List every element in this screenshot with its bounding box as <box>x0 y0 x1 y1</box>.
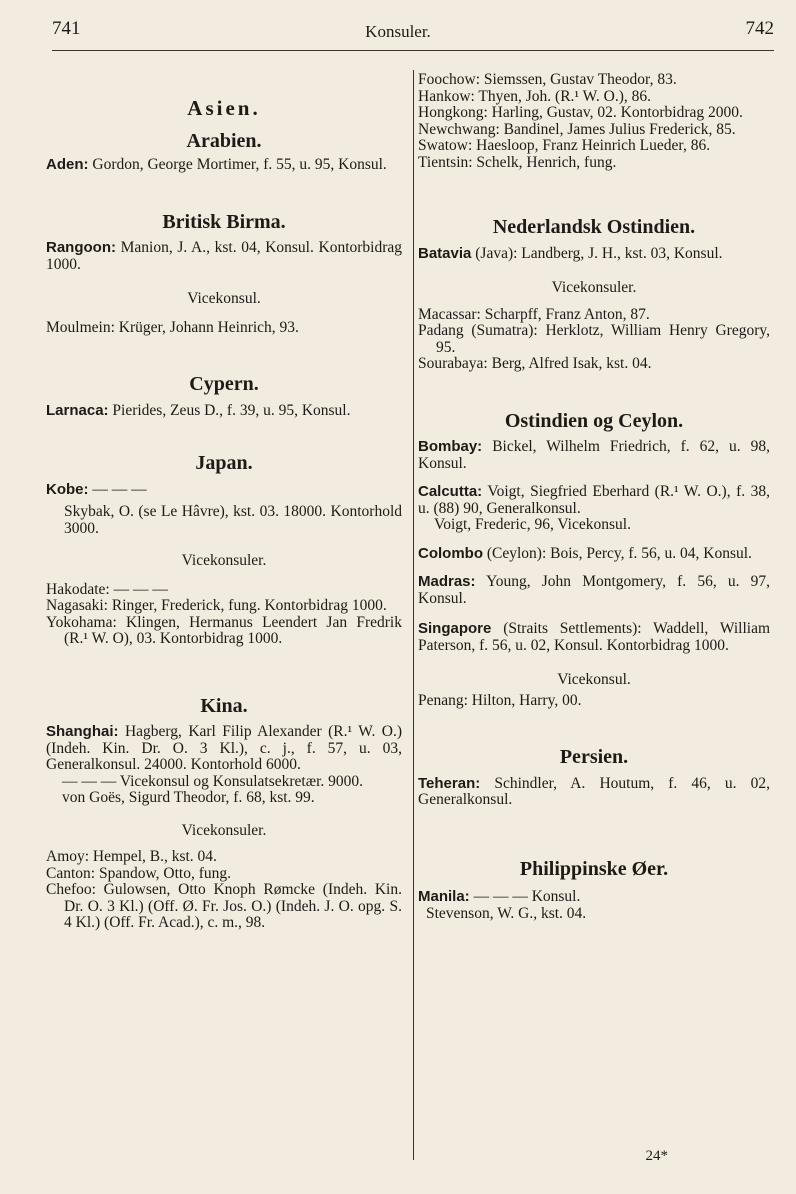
tientsin-entry: Tientsin: Schelk, Henrich, fung. <box>418 153 617 171</box>
colombo-entry: Colombo (Ceylon): Bois, Percy, f. 56, u. 04, Konsul. <box>418 544 752 562</box>
yokohama-entry: Yokohama: Klingen, Hermanus Leendert Jan Fredrik (R.¹ W. O), 03. Kontorbidrag 1000. <box>46 613 402 647</box>
hankow-entry: Hankow: Thyen, Joh. (R.¹ W. O.), 86. <box>418 87 651 105</box>
calcutta-city: Calcutta: <box>418 483 483 500</box>
nagasaki-entry: Nagasaki: Ringer, Frederick, fung. Kontorbidrag 1000. <box>46 597 387 614</box>
amoy-entry: Amoy: Hempel, B., kst. 04. <box>46 848 217 865</box>
larnaca-entry: Larnaca: Pierides, Zeus D., f. 39, u. 95, Konsul. <box>46 401 351 419</box>
shanghai-entry: Shanghai: Hagberg, Karl Filip Alexander (R.¹ W. O.) (Indeh. Kin. Dr. O. 3 Kl.), c. j., f. 57, u. 03, Generalkonsul. 24000. Kontorhold 6000. <box>46 723 402 773</box>
hongkong-entry: Hongkong: Harling, Gustav, 02. Kontorbidrag 2000. <box>418 104 743 121</box>
dutch-indies-heading: Nederlandsk Ostindien. <box>492 216 696 238</box>
swatow-entry: Swatow: Haesloop, Franz Heinrich Lueder, 86. <box>418 137 711 154</box>
moulmein-entry: Moulmein: Krüger, Johann Heinrich, 93. <box>46 318 299 336</box>
newchwang-entry: Newchwang: Bandinel, James Julius Frederick, 85. <box>418 120 736 138</box>
header-rule <box>52 50 774 51</box>
penang-entry: Penang: Hilton, Harry, 00. <box>418 691 582 709</box>
madras-entry: Madras: Young, John Montgomery, f. 56, u. 97, Konsul. <box>418 573 770 607</box>
padang-entry: Padang (Sumatra): Herklotz, William Henry Gregory, 95. <box>418 322 770 356</box>
singapore-entry: Singapore (Straits Settlements): Waddell, William Paterson, f. 56, u. 02, Konsul. Kontorbidrag 1000. <box>418 620 771 654</box>
aden-city: Aden: <box>46 156 89 173</box>
batavia-entry: Batavia (Java): Landberg, J. H., kst. 03, Konsul. <box>418 244 723 262</box>
manila-consul: Stevenson, W. G., kst. 04. <box>426 904 587 922</box>
batavia-city: Batavia <box>418 244 472 262</box>
bombay-entry: Bombay: Bickel, Wilhelm Friedrich, f. 62, u. 98, Konsul. <box>418 438 771 472</box>
foochow-entry: Foochow: Siemssen, Gustav Theodor, 83. <box>418 71 677 88</box>
column-divider <box>413 70 414 1160</box>
india-ceylon-heading: Ostindien og Ceylon. <box>504 409 684 432</box>
madras-city: Madras: <box>418 573 476 590</box>
kobe-city: Kobe: <box>46 480 89 498</box>
burma-vice-heading: Vicekonsul. <box>187 290 261 307</box>
running-head-title: Konsuler. <box>365 22 431 41</box>
cyprus-heading: Cypern. <box>189 373 259 395</box>
rangoon-city: Rangoon: <box>46 239 116 256</box>
left-page-number: 741 <box>52 18 81 39</box>
singapore-city: Singapore <box>418 620 492 637</box>
persia-heading: Persien. <box>559 746 629 768</box>
hakodate-entry: Hakodate: — — — <box>46 580 168 598</box>
right-column <box>418 72 770 922</box>
kobe-entry: Kobe: — — — <box>46 480 147 498</box>
arabia-heading: Arabien. <box>186 129 262 152</box>
china-vice-heading: Vicekonsuler. <box>181 821 267 839</box>
japan-vice-heading: Vicekonsuler. <box>181 552 267 569</box>
japan-heading: Japan. <box>195 452 253 474</box>
calcutta-vice-entry: Voigt, Frederic, 96, Vicekonsul. <box>434 516 631 533</box>
calcutta-entry: Calcutta: Voigt, Siegfried Eberhard (R.¹ W. O.), f. 38, u. (88) 90, Generalkonsul. <box>418 483 770 517</box>
shanghai-secretary: von Goës, Sigurd Theodor, f. 68, kst. 99. <box>62 789 315 806</box>
india-vice-heading: Vicekonsul. <box>557 671 631 688</box>
burma-heading: Britisk Birma. <box>162 210 286 233</box>
larnaca-city: Larnaca: <box>46 401 109 419</box>
bombay-city: Bombay: <box>418 438 483 455</box>
manila-city: Manila: <box>418 888 470 905</box>
sheet-signature: 24* <box>645 1148 668 1164</box>
shanghai-city: Shanghai: <box>46 723 119 740</box>
shanghai-vice-consul: — — — Vicekonsul og Konsulatsekretær. 9000. <box>62 772 364 790</box>
kobe-consul: Skybak, O. (se Le Hâvre), kst. 03. 18000. Kontorhold 3000. <box>64 503 402 537</box>
left-column <box>46 72 402 932</box>
china-heading: Kina. <box>200 694 248 717</box>
aden-entry: Aden: Gordon, George Mortimer, f. 55, u. 95, Konsul. <box>46 156 387 173</box>
macassar-entry: Macassar: Scharpff, Franz Anton, 87. <box>418 305 650 323</box>
colombo-city: Colombo <box>418 544 483 562</box>
chefoo-entry: Chefoo: Gulowsen, Otto Knoph Rømcke (Indeh. Kin. Dr. O. 3 Kl.) (Off. Ø. Fr. Jos. O.) (Indeh. J. O. opg. S. 4 Kl.) (Off. Fr. Acad.), c. m., 98. <box>46 881 402 931</box>
philippines-heading: Philippinske Øer. <box>519 857 669 880</box>
sourabaya-entry: Sourabaya: Berg, Alfred Isak, kst. 04. <box>418 355 652 372</box>
rangoon-entry: Rangoon: Manion, J. A., kst. 04, Konsul. Kontorbidrag 1000. <box>46 239 403 273</box>
teheran-entry: Teheran: Schindler, A. Houtum, f. 46, u. 02, Generalkonsul. <box>418 774 771 808</box>
dutch-indies-vice-heading: Vicekonsuler. <box>551 279 637 296</box>
canton-entry: Canton: Spandow, Otto, fung. <box>46 864 231 882</box>
right-page-number: 742 <box>745 18 774 39</box>
teheran-city: Teheran: <box>418 774 481 792</box>
manila-entry: Manila: — — — Konsul. <box>418 888 581 905</box>
asia-heading: Asien. <box>187 96 261 120</box>
